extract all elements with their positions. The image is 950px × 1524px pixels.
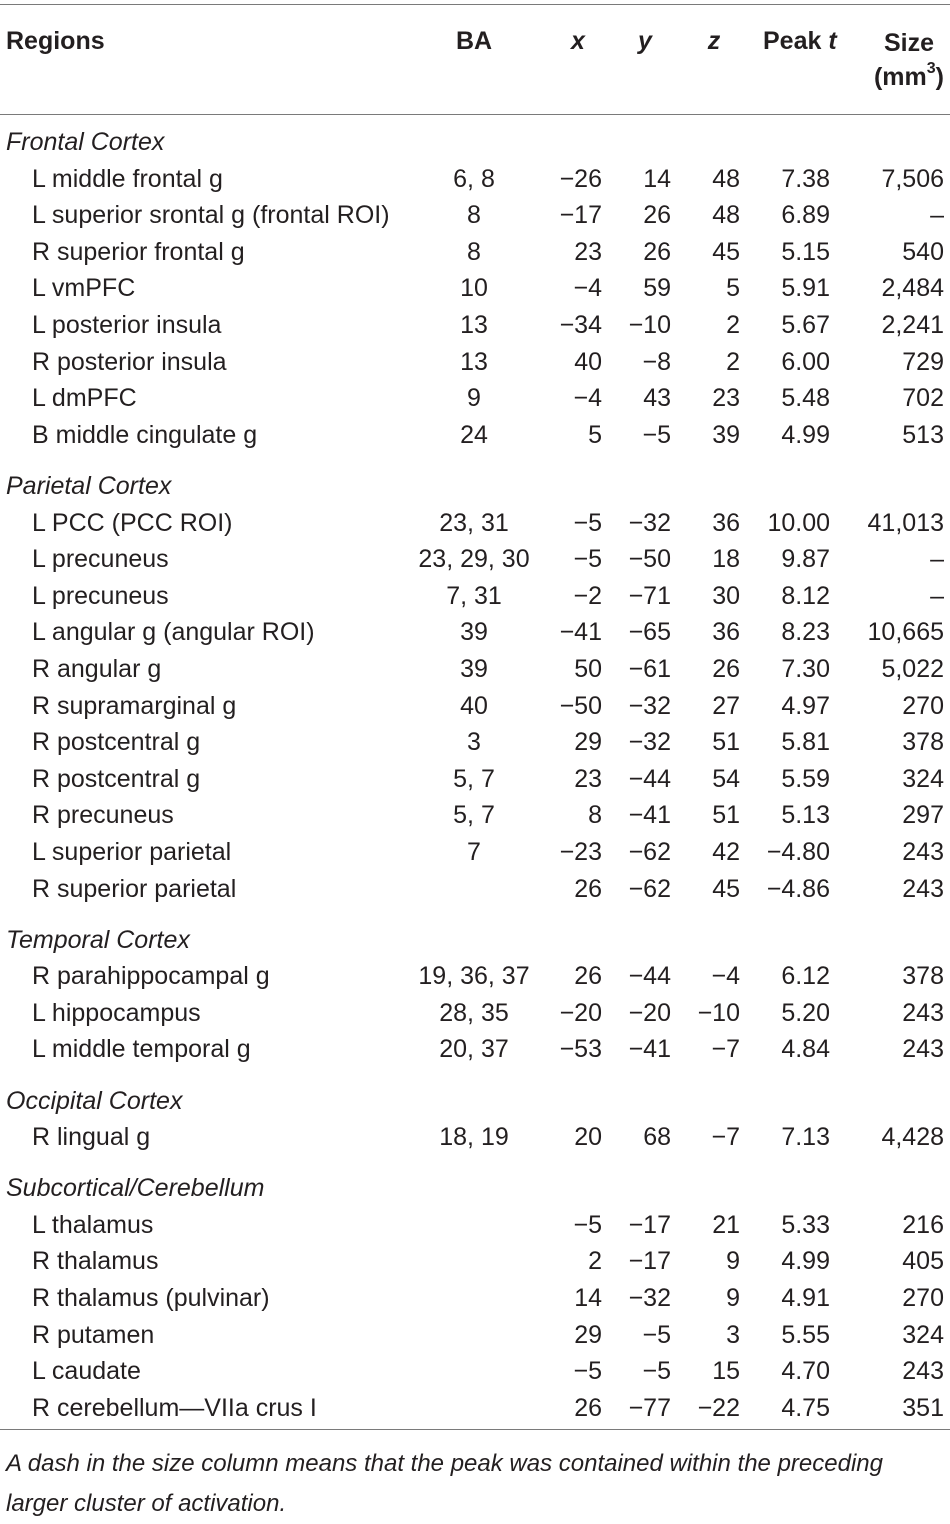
peak-t-cell: 4.70 bbox=[781, 1357, 830, 1386]
x-cell: 40 bbox=[574, 347, 602, 376]
z-cell: 45 bbox=[712, 237, 740, 266]
z-cell: −22 bbox=[697, 1393, 740, 1422]
z-cell: −4 bbox=[711, 962, 740, 991]
peak-t-cell: 5.20 bbox=[781, 998, 830, 1027]
peak-t-cell: 6.12 bbox=[781, 962, 830, 991]
z-cell: 39 bbox=[712, 420, 740, 449]
y-cell: −44 bbox=[628, 764, 671, 793]
y-cell: −5 bbox=[642, 1357, 671, 1386]
ba-cell: 18, 19 bbox=[439, 1123, 509, 1152]
header-size-label: Size bbox=[883, 29, 934, 57]
region-cell: R parahippocampal g bbox=[32, 962, 270, 991]
size-cell: – bbox=[930, 581, 944, 610]
size-cell: 297 bbox=[902, 801, 944, 830]
z-cell: 51 bbox=[712, 728, 740, 757]
ba-cell: 23, 31 bbox=[439, 508, 509, 537]
z-cell: −7 bbox=[711, 1035, 740, 1064]
x-cell: 26 bbox=[574, 874, 602, 903]
x-cell: 29 bbox=[574, 1320, 602, 1349]
z-cell: 9 bbox=[726, 1247, 740, 1276]
z-cell: −10 bbox=[697, 998, 740, 1027]
z-cell: 3 bbox=[726, 1320, 740, 1349]
header-peak-label: Peak bbox=[763, 27, 829, 55]
ba-cell: 13 bbox=[460, 311, 488, 339]
size-cell: 270 bbox=[902, 691, 944, 720]
x-cell: 23 bbox=[574, 237, 602, 266]
peak-t-cell: 8.12 bbox=[781, 581, 830, 610]
ba-cell: 7, 31 bbox=[446, 581, 502, 610]
z-cell: 45 bbox=[712, 874, 740, 903]
region-cell: L superior srontal g (frontal ROI) bbox=[32, 201, 390, 230]
z-cell: −7 bbox=[711, 1123, 740, 1152]
peak-t-cell: 5.91 bbox=[781, 274, 830, 303]
z-cell: 18 bbox=[712, 545, 740, 574]
x-cell: −53 bbox=[559, 1035, 602, 1064]
x-cell: 29 bbox=[574, 728, 602, 757]
peak-t-cell: 8.23 bbox=[781, 618, 830, 647]
z-cell: 48 bbox=[712, 201, 740, 230]
size-cell: 243 bbox=[902, 837, 944, 866]
ba-cell: 40 bbox=[460, 691, 488, 720]
header-size-unit-pre: (mm bbox=[873, 63, 927, 91]
ba-cell: 20, 37 bbox=[439, 1035, 509, 1064]
z-cell: 36 bbox=[712, 618, 740, 647]
x-cell: −17 bbox=[559, 201, 602, 230]
peak-t-cell: 6.89 bbox=[781, 201, 830, 230]
y-cell: 59 bbox=[643, 274, 671, 303]
region-cell: L middle frontal g bbox=[32, 164, 223, 193]
y-cell: 26 bbox=[643, 237, 671, 266]
ba-cell: 39 bbox=[460, 618, 488, 647]
header-peak-variable: t bbox=[828, 27, 837, 55]
y-cell: 43 bbox=[643, 384, 671, 413]
y-cell: −44 bbox=[628, 962, 671, 991]
z-cell: 5 bbox=[726, 274, 740, 303]
y-cell: −62 bbox=[628, 874, 671, 903]
region-cell: R cerebellum—VIIa crus I bbox=[32, 1393, 317, 1422]
size-cell: 378 bbox=[902, 962, 944, 991]
region-cell: L posterior insula bbox=[32, 311, 222, 339]
header-size-unit bbox=[874, 60, 944, 94]
header-size bbox=[874, 26, 944, 94]
peak-t-cell: 4.91 bbox=[781, 1284, 830, 1312]
size-cell: 243 bbox=[902, 1035, 944, 1064]
table-footnote: A dash in the size column means that the peak was contained within the preceding larger cluster of activation. bbox=[6, 1450, 883, 1517]
x-cell: 5 bbox=[588, 420, 602, 449]
z-cell: 2 bbox=[726, 347, 740, 376]
peak-t-cell: 4.99 bbox=[781, 1247, 830, 1276]
x-cell: −23 bbox=[559, 837, 602, 866]
section-heading: Temporal Cortex bbox=[6, 925, 190, 954]
region-cell: R supramarginal g bbox=[32, 691, 237, 720]
ba-cell: 8 bbox=[467, 201, 481, 230]
y-cell: −50 bbox=[628, 545, 671, 574]
size-cell: 324 bbox=[902, 1320, 944, 1349]
peak-t-cell: 7.13 bbox=[781, 1123, 830, 1152]
region-cell: L angular g (angular ROI) bbox=[32, 618, 315, 647]
peak-t-cell: 5.15 bbox=[781, 237, 830, 266]
y-cell: −17 bbox=[628, 1247, 671, 1276]
ba-cell: 9 bbox=[467, 384, 481, 413]
peak-t-cell: 5.59 bbox=[781, 764, 830, 793]
y-cell: −8 bbox=[642, 347, 671, 376]
ba-cell: 5, 7 bbox=[453, 764, 495, 793]
size-cell: 41,013 bbox=[867, 508, 944, 537]
peak-t-cell: 7.38 bbox=[781, 164, 830, 193]
header-regions: Regions bbox=[6, 27, 105, 55]
size-cell: – bbox=[930, 545, 944, 574]
peak-t-cell: 5.33 bbox=[781, 1210, 830, 1239]
y-cell: −10 bbox=[628, 311, 671, 339]
y-cell: −41 bbox=[628, 801, 671, 830]
x-cell: −20 bbox=[559, 998, 602, 1027]
table-top-rule bbox=[0, 4, 950, 5]
peak-t-cell: 4.75 bbox=[781, 1393, 830, 1422]
z-cell: 36 bbox=[712, 508, 740, 537]
x-cell: −4 bbox=[573, 384, 602, 413]
x-cell: −34 bbox=[559, 311, 602, 339]
size-cell: 702 bbox=[902, 384, 944, 413]
z-cell: 27 bbox=[712, 691, 740, 720]
x-cell: −2 bbox=[573, 581, 602, 610]
table-bottom-rule bbox=[0, 1429, 950, 1430]
size-cell: 2,484 bbox=[881, 274, 944, 303]
region-cell: L thalamus bbox=[32, 1210, 154, 1239]
z-cell: 15 bbox=[712, 1357, 740, 1386]
header-z: z bbox=[707, 27, 721, 55]
y-cell: −5 bbox=[642, 1320, 671, 1349]
z-cell: 23 bbox=[712, 384, 740, 413]
region-cell: L hippocampus bbox=[32, 998, 201, 1027]
region-cell: R posterior insula bbox=[32, 347, 227, 376]
region-cell: R postcentral g bbox=[32, 764, 201, 793]
y-cell: −61 bbox=[628, 654, 671, 683]
size-cell: 351 bbox=[902, 1393, 944, 1422]
x-cell: −4 bbox=[573, 274, 602, 303]
y-cell: −65 bbox=[628, 618, 671, 647]
peak-t-cell: 10.00 bbox=[767, 508, 830, 537]
header-size-unit-post: ) bbox=[935, 63, 944, 91]
y-cell: −62 bbox=[628, 837, 671, 866]
x-cell: 14 bbox=[574, 1284, 602, 1312]
y-cell: −5 bbox=[642, 420, 671, 449]
header-ba: BA bbox=[455, 27, 493, 55]
y-cell: 14 bbox=[643, 164, 671, 193]
size-cell: 405 bbox=[902, 1247, 944, 1276]
x-cell: 50 bbox=[574, 654, 602, 683]
x-cell: 26 bbox=[574, 962, 602, 991]
peak-t-cell: 5.67 bbox=[781, 311, 830, 339]
peak-t-cell: −4.86 bbox=[766, 874, 830, 903]
ba-cell: 10 bbox=[460, 274, 488, 303]
peak-t-cell: 6.00 bbox=[781, 347, 830, 376]
z-cell: 9 bbox=[726, 1284, 740, 1312]
size-cell: 2,241 bbox=[881, 311, 944, 339]
size-cell: 243 bbox=[902, 1357, 944, 1386]
size-cell: – bbox=[930, 201, 944, 230]
x-cell: −41 bbox=[559, 618, 602, 647]
table-header-rule bbox=[0, 114, 950, 115]
region-cell: B middle cingulate g bbox=[32, 420, 258, 449]
peak-t-cell: 7.30 bbox=[781, 654, 830, 683]
z-cell: 2 bbox=[726, 311, 740, 339]
x-cell: 26 bbox=[574, 1393, 602, 1422]
section-heading: Subcortical/Cerebellum bbox=[6, 1174, 265, 1203]
y-cell: −71 bbox=[628, 581, 671, 610]
ba-cell: 8 bbox=[467, 237, 481, 266]
region-cell: L precuneus bbox=[32, 581, 169, 610]
section-heading: Parietal Cortex bbox=[6, 471, 172, 500]
peak-t-cell: −4.80 bbox=[766, 837, 830, 866]
region-cell: R lingual g bbox=[32, 1123, 151, 1152]
peak-t-cell: 4.99 bbox=[781, 420, 830, 449]
y-cell: −17 bbox=[628, 1210, 671, 1239]
ba-cell: 13 bbox=[460, 347, 488, 376]
region-cell: R precuneus bbox=[32, 801, 174, 830]
size-cell: 513 bbox=[902, 420, 944, 449]
y-cell: −41 bbox=[628, 1035, 671, 1064]
size-cell: 216 bbox=[902, 1210, 944, 1239]
size-cell: 243 bbox=[902, 998, 944, 1027]
y-cell: −32 bbox=[628, 691, 671, 720]
header-x: x bbox=[571, 27, 585, 55]
size-cell: 324 bbox=[902, 764, 944, 793]
y-cell: −32 bbox=[628, 508, 671, 537]
peak-t-cell: 9.87 bbox=[781, 545, 830, 574]
header-peak-t bbox=[763, 26, 837, 56]
region-cell: L superior parietal bbox=[32, 837, 232, 866]
ba-cell: 3 bbox=[467, 728, 481, 757]
peak-t-cell: 5.48 bbox=[781, 384, 830, 413]
peak-t-cell: 4.84 bbox=[781, 1035, 830, 1064]
z-cell: 26 bbox=[712, 654, 740, 683]
region-cell: L caudate bbox=[32, 1357, 141, 1386]
peak-t-cell: 4.97 bbox=[781, 691, 830, 720]
region-cell: L PCC (PCC ROI) bbox=[32, 508, 233, 537]
x-cell: −5 bbox=[573, 545, 602, 574]
x-cell: 2 bbox=[588, 1247, 602, 1276]
region-cell: L precuneus bbox=[32, 545, 169, 574]
ba-cell: 23, 29, 30 bbox=[418, 545, 530, 574]
region-cell: R putamen bbox=[32, 1320, 155, 1349]
ba-cell: 7 bbox=[467, 837, 481, 866]
peak-t-cell: 5.13 bbox=[781, 801, 830, 830]
size-cell: 270 bbox=[902, 1284, 944, 1312]
x-cell: 23 bbox=[574, 764, 602, 793]
ba-cell: 19, 36, 37 bbox=[418, 962, 530, 991]
ba-cell: 5, 7 bbox=[453, 801, 495, 830]
size-cell: 729 bbox=[902, 347, 944, 376]
x-cell: 8 bbox=[588, 801, 602, 830]
x-cell: −26 bbox=[559, 164, 602, 193]
z-cell: 30 bbox=[712, 581, 740, 610]
z-cell: 48 bbox=[712, 164, 740, 193]
region-cell: R superior parietal bbox=[32, 874, 237, 903]
z-cell: 54 bbox=[712, 764, 740, 793]
region-cell: L vmPFC bbox=[32, 274, 136, 303]
region-cell: R thalamus (pulvinar) bbox=[32, 1284, 270, 1312]
ba-cell: 6, 8 bbox=[453, 164, 495, 193]
region-cell: R postcentral g bbox=[32, 728, 201, 757]
y-cell: −77 bbox=[628, 1393, 671, 1422]
size-cell: 540 bbox=[902, 237, 944, 266]
x-cell: −5 bbox=[573, 1210, 602, 1239]
x-cell: −50 bbox=[559, 691, 602, 720]
x-cell: 20 bbox=[574, 1123, 602, 1152]
y-cell: 68 bbox=[643, 1123, 671, 1152]
ba-cell: 28, 35 bbox=[439, 998, 509, 1027]
size-cell: 10,665 bbox=[867, 618, 944, 647]
y-cell: 26 bbox=[643, 201, 671, 230]
header-y: y bbox=[638, 27, 652, 55]
size-cell: 243 bbox=[902, 874, 944, 903]
section-heading: Occipital Cortex bbox=[6, 1086, 183, 1115]
region-cell: R thalamus bbox=[32, 1247, 159, 1276]
y-cell: −32 bbox=[628, 728, 671, 757]
ba-cell: 24 bbox=[460, 420, 488, 449]
x-cell: −5 bbox=[573, 1357, 602, 1386]
y-cell: −32 bbox=[628, 1284, 671, 1312]
peak-t-cell: 5.81 bbox=[781, 728, 830, 757]
z-cell: 51 bbox=[712, 801, 740, 830]
size-cell: 378 bbox=[902, 728, 944, 757]
z-cell: 42 bbox=[712, 837, 740, 866]
region-cell: L middle temporal g bbox=[32, 1035, 251, 1064]
x-cell: −5 bbox=[573, 508, 602, 537]
y-cell: −20 bbox=[628, 998, 671, 1027]
region-cell: R superior frontal g bbox=[32, 237, 245, 266]
header-size-unit-sup: 3 bbox=[926, 59, 936, 77]
section-heading: Frontal Cortex bbox=[6, 128, 165, 156]
size-cell: 7,506 bbox=[881, 164, 944, 193]
region-cell: R angular g bbox=[32, 654, 162, 683]
z-cell: 21 bbox=[712, 1210, 740, 1239]
ba-cell: 39 bbox=[460, 654, 488, 683]
peak-t-cell: 5.55 bbox=[781, 1320, 830, 1349]
region-cell: L dmPFC bbox=[32, 384, 137, 413]
size-cell: 5,022 bbox=[881, 654, 944, 683]
size-cell: 4,428 bbox=[881, 1123, 944, 1152]
